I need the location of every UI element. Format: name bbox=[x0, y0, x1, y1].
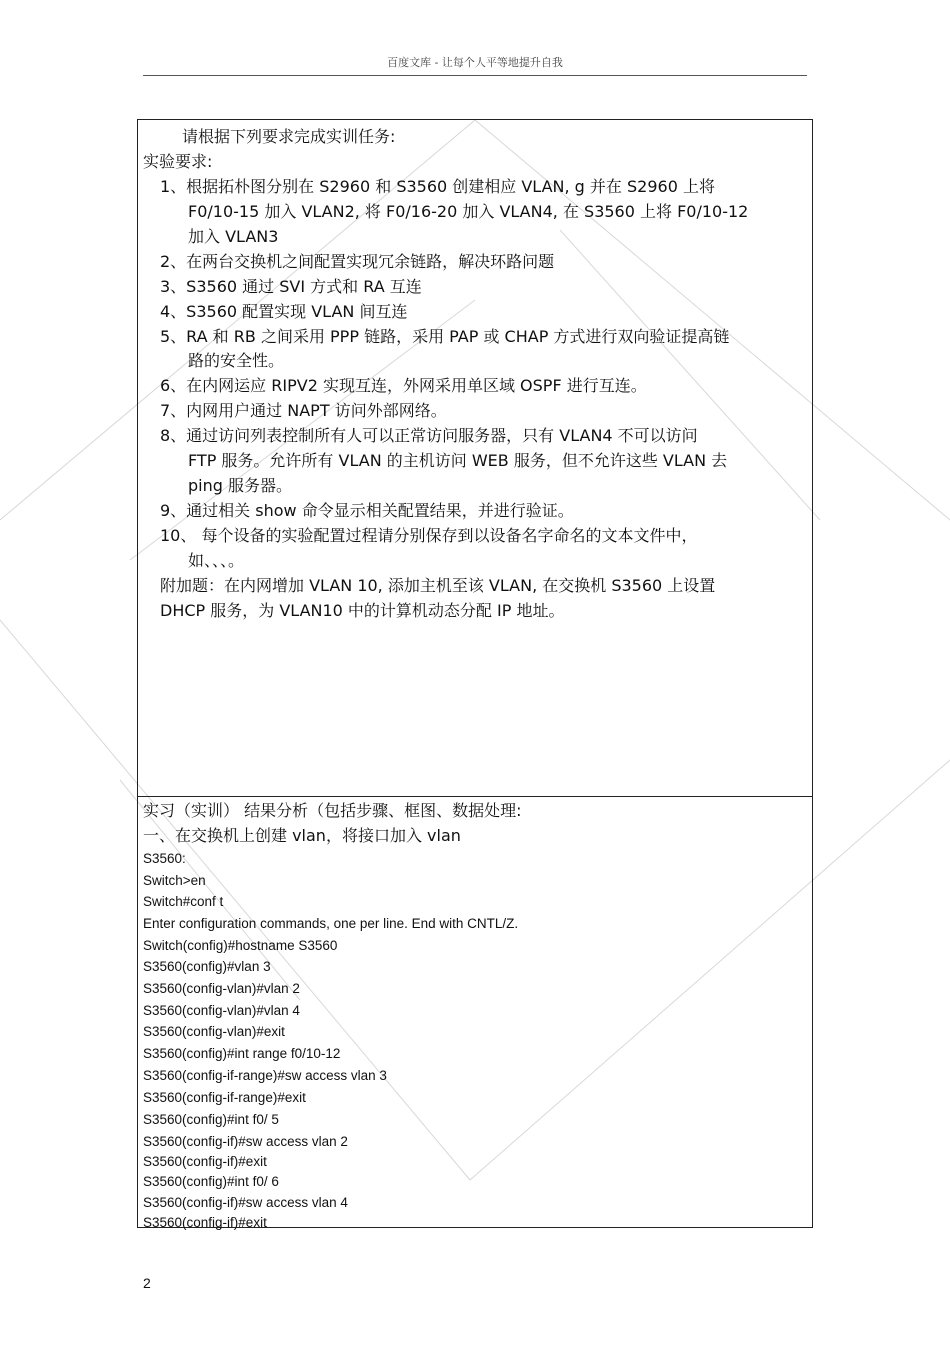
code-line: Switch#conf t bbox=[143, 894, 224, 909]
code-line: S3560(config-if)#sw access vlan 2 bbox=[143, 1134, 348, 1149]
code-line: S3560(config)#int f0/ 6 bbox=[143, 1174, 279, 1189]
requirement-line: 5、RA 和 RB 之间采用 PPP 链路，采用 PAP 或 CHAP 方式进行双向验证提高链 bbox=[160, 327, 730, 346]
requirement-line: 2、在两台交换机之间配置实现冗余链路，解决环路问题 bbox=[160, 252, 555, 271]
requirements-title: 实验要求: bbox=[143, 152, 213, 171]
result-title: 实习（实训） 结果分析（包括步骤、框图、数据处理: bbox=[143, 801, 522, 820]
code-line: S3560(config)#vlan 3 bbox=[143, 959, 271, 974]
code-line: S3560(config-if)#exit bbox=[143, 1215, 267, 1230]
task-intro: 请根据下列要求完成实训任务: bbox=[182, 127, 396, 146]
requirement-line: 如、、、。 bbox=[188, 551, 245, 570]
code-line: S3560(config-if-range)#sw access vlan 3 bbox=[143, 1068, 387, 1083]
requirement-line: 3、S3560 通过 SVI 方式和 RA 互连 bbox=[160, 277, 422, 296]
requirement-line: 7、内网用户通过 NAPT 访问外部网络。 bbox=[160, 401, 447, 420]
document-header: 百度文库 - 让每个人平等地提升自我 bbox=[387, 56, 563, 69]
requirement-line: F0/10-15 加入 VLAN2, 将 F0/16-20 加入 VLAN4, 在 S3560 上将 F0/10-12 bbox=[188, 202, 749, 221]
code-line: S3560(config-vlan)#vlan 2 bbox=[143, 981, 300, 996]
requirement-line: 6、在内网运应 RIPV2 实现互连，外网采用单区域 OSPF 进行互连。 bbox=[160, 376, 647, 395]
result-step-heading: 一、在交换机上创建 vlan，将接口加入 vlan bbox=[143, 826, 461, 845]
code-line: S3560(config)#int range f0/10-12 bbox=[143, 1046, 341, 1061]
requirement-line: 附加题：在内网增加 VLAN 10, 添加主机至该 VLAN, 在交换机 S3560 上设置 bbox=[160, 576, 716, 595]
code-line: S3560(config-if-range)#exit bbox=[143, 1090, 306, 1105]
page-number: 2 bbox=[143, 1275, 151, 1291]
code-line: Switch(config)#hostname S3560 bbox=[143, 938, 338, 953]
requirement-line: 1、根据拓朴图分别在 S2960 和 S3560 创建相应 VLAN, g 并在 S2960 上将 bbox=[160, 177, 715, 196]
table-divider bbox=[137, 796, 813, 797]
code-line: S3560(config-vlan)#exit bbox=[143, 1024, 285, 1039]
requirement-line: 10、 每个设备的实验配置过程请分别保存到以设备名字命名的文本文件中， bbox=[160, 526, 698, 545]
requirement-line: 4、S3560 配置实现 VLAN 间互连 bbox=[160, 302, 408, 321]
requirement-line: FTP 服务。允许所有 VLAN 的主机访问 WEB 服务，但不允许这些 VLAN 去 bbox=[188, 451, 728, 470]
requirement-line: 9、通过相关 show 命令显示相关配置结果，并进行验证。 bbox=[160, 501, 574, 520]
code-line: S3560(config)#int f0/ 5 bbox=[143, 1112, 279, 1127]
code-line: S3560(config-if)#sw access vlan 4 bbox=[143, 1195, 348, 1210]
header-rule bbox=[143, 75, 807, 76]
code-line: S3560(config-vlan)#vlan 4 bbox=[143, 1003, 300, 1018]
requirement-line: 8、通过访问列表控制所有人可以正常访问服务器，只有 VLAN4 不可以访问 bbox=[160, 426, 698, 445]
requirement-line: 路的安全性。 bbox=[188, 351, 285, 370]
code-line: Switch>en bbox=[143, 873, 206, 888]
requirement-line: ping 服务器。 bbox=[188, 476, 292, 495]
code-line: Enter configuration commands, one per line. End with CNTL/Z. bbox=[143, 916, 519, 931]
requirement-line: DHCP 服务，为 VLAN10 中的计算机动态分配 IP 地址。 bbox=[160, 601, 565, 620]
code-line: S3560(config-if)#exit bbox=[143, 1154, 267, 1169]
requirement-line: 加入 VLAN3 bbox=[188, 227, 279, 246]
code-line: S3560: bbox=[143, 851, 186, 866]
